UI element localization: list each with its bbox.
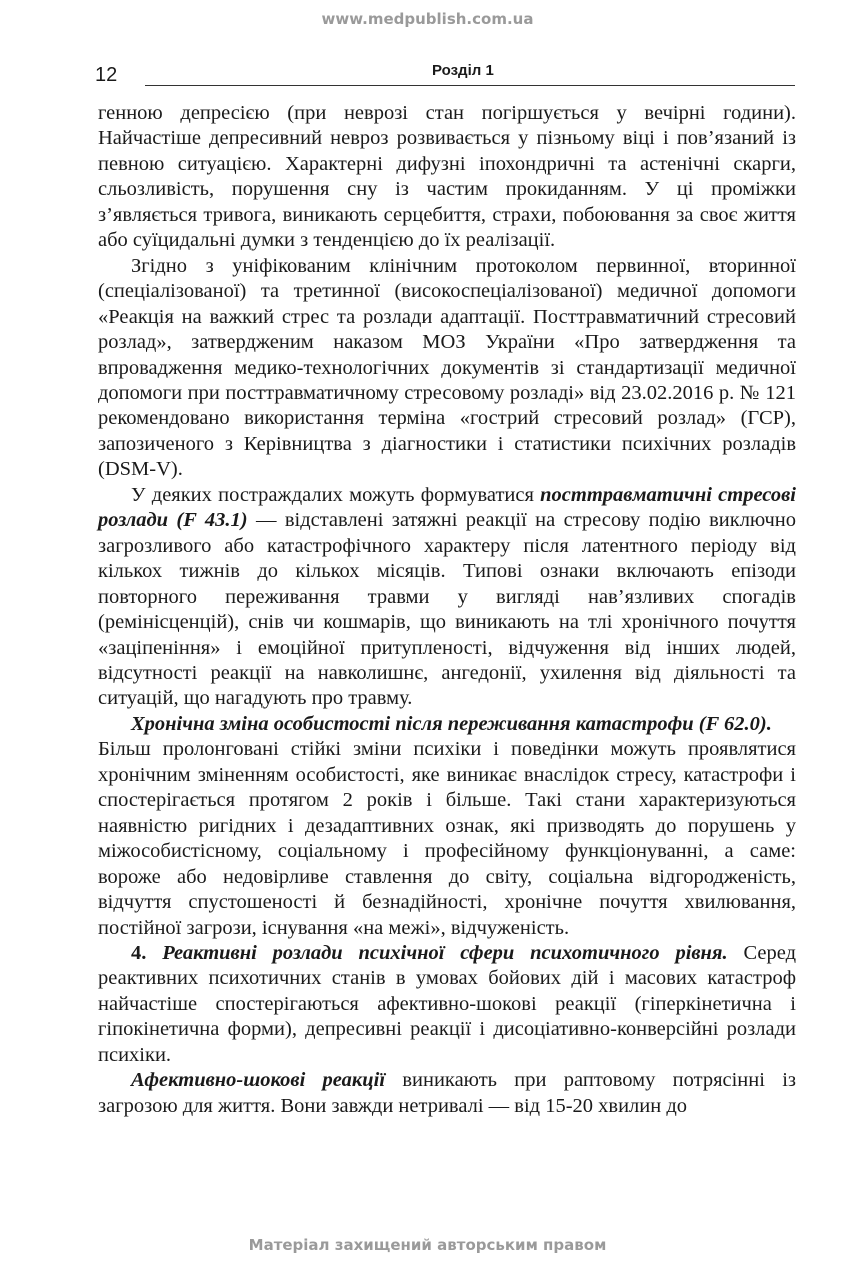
watermark-top: www.medpublish.com.ua [321,10,534,28]
section-title: Розділ 1 [432,62,494,79]
paragraph: генною депресією (при неврозі стан погіршується у вечірні години). Найчастіше депресивний невроз розвивається у пізньому віці і пов’язаний із певною ситуацією. Характерні дифузні іпохондричні та астенічні скарги, сльозливість, порушення сну із частим прокиданням. У ці проміжки з’являється тривога, виникають серцебиття, страхи, побоювання за своє життя або суїцидальні думки з тенденцією до їх реалізації. [98,102,796,252]
paragraph-text: Серед реактивних психотичних станів в умовах бойових дій і масових катастроф найчастіше спостерігаються афективно-шокові реакції (гіперкінетична і гіпокінетична форми), депресивні реакції і дисоціативно-конверсійні розлади психіки. [98,941,796,1066]
header-rule [145,85,795,86]
term-ptsd: посттравматичні стресові розлади (F 43.1) [98,483,796,532]
paragraph: Більш пролонговані стійкі зміни психіки і поведінки можуть проявлятися хронічним зміненням особистості, яке виникає внаслідок стресу, катастрофи і спостерігається протягом 2 років і більше. Такі стани характеризуються наявністю ригідних і дезадаптивних ознак, які призводять до порушень у міжособистісному, соціальному і професійному функціонуванні, а саме: вороже або недовірливе ставлення до світу, соціальна відгородженість, відчуття спустошеності й безнадійності, хронічне почуття хвилювання, постійної загрози, існування «на межі», відчуженість. [98,738,796,939]
page-number: 12 [95,64,118,86]
term-chronic-personality-change: Хронічна зміна особистості після переживання катастрофи (F 62.0). [131,712,772,735]
term-affective-shock: Афективно-шокові реакції [131,1069,386,1092]
paragraph [98,1068,796,1119]
paragraph [98,941,796,1068]
paragraph: Згідно з уніфікованим клінічним протоколом первинної, вторинної (спеціалізованої) та третинної (високоспеціалізованої) медичної допомоги «Реакція на важкий стрес та розлади адаптації. Посттравматичний стресовий розлад», затвердженим наказом МОЗ України «Про затвердження та впровадження медико-технологічних документів зі стандартизації медичної допомоги при посттравматичному стресовому розладі» від 23.02.2016 р. № 121 рекомендовано використання терміна «гострий стресовий розлад» (ГСР), запозиченого з Керівництва з діагностики і статистики психічних розладів (DSM-V). [98,254,796,481]
page-header [95,60,795,90]
item-number: 4. [131,941,147,964]
body-text [98,101,796,1119]
paragraph-text: — відставлені затяжні реакції на стресову подію виключно загрозливого або катастрофічного характеру після латентного періоду від кількох тижнів до кількох місяців. Типові ознаки включають епізоди повторного переживання травми у вигляді нав’язливих спогадів (ремінісценцій), снів чи кошмарів, що виникають на тлі хронічного почуття «заціпеніння» і емоційної притупленості, відчуження від інших людей, відсутності реакції на навколишнє, ангедонії, ухилення від діяльності та ситуацій, що нагадують про травму. [98,509,796,710]
paragraph-lead: У деяких постраждалих можуть формуватися [131,483,541,506]
paragraph-text: виникають при раптовому потрясінні із загрозою для життя. Вони завжди нетривалі — від 15-20 хвилин до [98,1069,796,1117]
paragraph [98,712,796,737]
watermark-bottom: Матеріал захищений авторським правом [248,1236,607,1254]
term-reactive-disorders: Реактивні розлади психічної сфери психотичного рівня. [162,941,728,964]
paragraph [98,483,796,712]
